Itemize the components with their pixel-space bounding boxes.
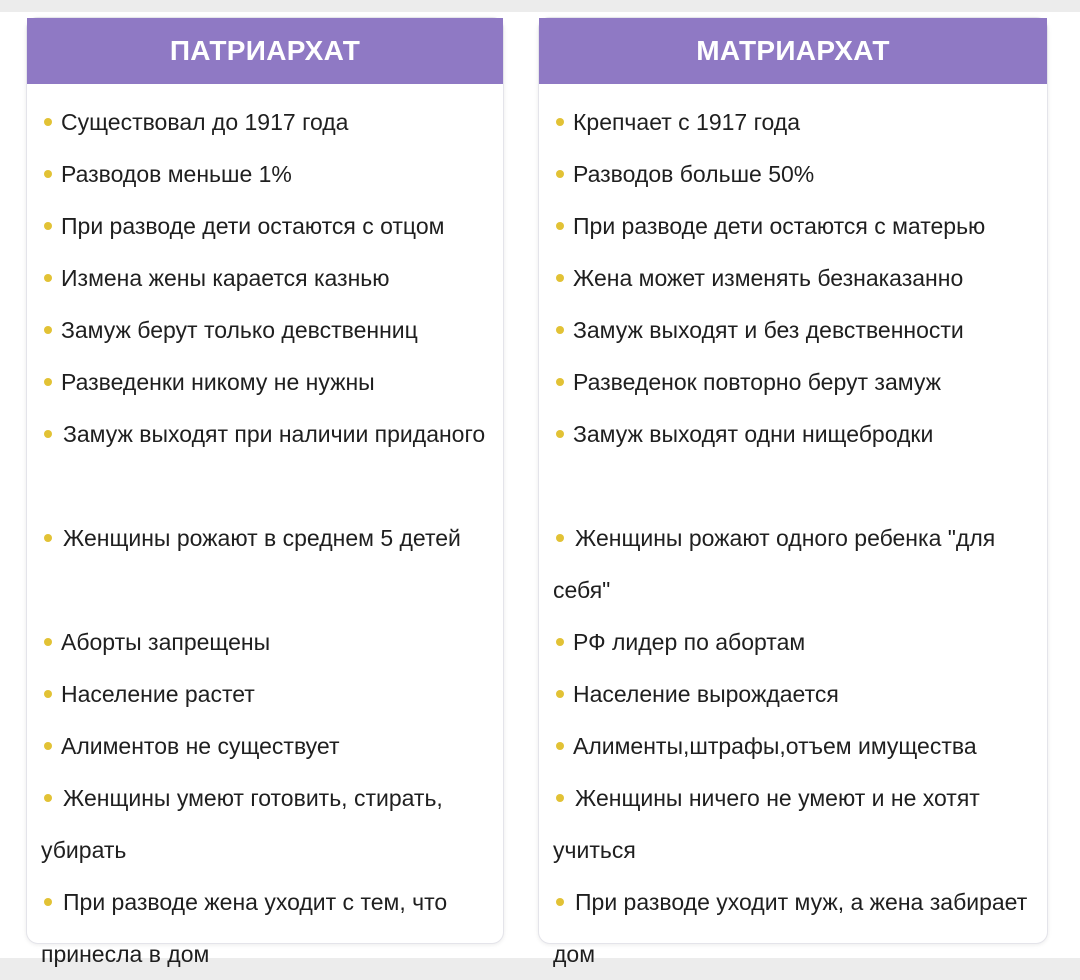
bullet-icon [556, 274, 564, 282]
bullet-icon [44, 274, 52, 282]
item-text: Разведенок повторно берут замуж [573, 369, 941, 395]
item-text: Алиментов не существует [61, 733, 340, 759]
list-item [27, 252, 503, 304]
bullet-icon [556, 170, 564, 178]
list-item [27, 356, 503, 408]
item-text: Замуж берут только девственниц [61, 317, 418, 343]
item-text: Женщины умеют готовить, стирать, убирать [41, 785, 443, 863]
list-item [539, 616, 1047, 668]
bullet-icon [44, 222, 52, 230]
item-text: При разводе жена уходит с тем, что принесла в дом [41, 889, 448, 967]
list-item [27, 408, 503, 512]
comparison-sheet [0, 12, 1080, 967]
list-item [539, 876, 1047, 980]
bullet-icon [556, 638, 564, 646]
item-text: Аборты запрещены [61, 629, 271, 655]
item-text: Разводов меньше 1% [61, 161, 292, 187]
bullet-icon [44, 118, 52, 126]
item-text: Крепчает с 1917 года [573, 109, 800, 135]
list-item [27, 772, 503, 876]
list-item [539, 668, 1047, 720]
bullet-icon [44, 690, 52, 698]
bullet-icon [556, 898, 564, 906]
bullet-icon [44, 534, 52, 542]
list-item [539, 96, 1047, 148]
item-text: При разводе уходит муж, а жена забирает дом [553, 889, 1028, 967]
list-item [539, 772, 1047, 876]
bullet-icon [44, 794, 52, 802]
list-item [27, 512, 503, 616]
patriarchy-list [27, 84, 503, 980]
list-item [27, 616, 503, 668]
bullet-icon [556, 534, 564, 542]
bullet-icon [556, 690, 564, 698]
bullet-icon [556, 118, 564, 126]
item-text: Разводов больше 50% [573, 161, 815, 187]
bullet-icon [556, 794, 564, 802]
patriarchy-header: ПАТРИАРХАТ [27, 18, 503, 84]
list-item [27, 876, 503, 980]
item-text: Женщины ничего не умеют и не хотят учиться [553, 785, 980, 863]
list-item [27, 668, 503, 720]
list-item [539, 304, 1047, 356]
bullet-icon [556, 326, 564, 334]
list-item [539, 252, 1047, 304]
list-item [27, 304, 503, 356]
list-item [539, 148, 1047, 200]
item-text: Разведенки никому не нужны [61, 369, 375, 395]
bullet-icon [556, 742, 564, 750]
bullet-icon [44, 638, 52, 646]
item-text: Замуж выходят одни нищебродки [573, 421, 934, 447]
bullet-icon [556, 222, 564, 230]
bullet-icon [44, 742, 52, 750]
list-item [27, 200, 503, 252]
list-item [539, 356, 1047, 408]
bullet-icon [44, 170, 52, 178]
list-item [539, 200, 1047, 252]
item-text: При разводе дети остаются с отцом [61, 213, 445, 239]
list-item [27, 720, 503, 772]
item-text: Замуж выходят при наличии приданого [63, 421, 486, 447]
item-text: Женщины рожают в среднем 5 детей [63, 525, 461, 551]
item-text: Замуж выходят и без девственности [573, 317, 964, 343]
bullet-icon [44, 430, 52, 438]
list-item [27, 96, 503, 148]
item-text: Существовал до 1917 года [61, 109, 349, 135]
item-text: Алименты,штрафы,отъем имущества [573, 733, 977, 759]
bullet-icon [44, 326, 52, 334]
item-text: Измена жены карается казнью [61, 265, 390, 291]
list-item [539, 512, 1047, 616]
item-text: Население вырождается [573, 681, 839, 707]
item-text: Население растет [61, 681, 255, 707]
bullet-icon [44, 898, 52, 906]
item-text: Жена может изменять безнаказанно [573, 265, 964, 291]
item-text: РФ лидер по абортам [573, 629, 806, 655]
list-item [27, 148, 503, 200]
bullet-icon [556, 430, 564, 438]
list-item [539, 720, 1047, 772]
bullet-icon [556, 378, 564, 386]
matriarchy-card [538, 17, 1048, 967]
bullet-icon [44, 378, 52, 386]
matriarchy-list [539, 84, 1047, 980]
matriarchy-header: МАТРИАРХАТ [539, 18, 1047, 84]
patriarchy-card [26, 17, 504, 967]
list-item [539, 408, 1047, 512]
item-text: При разводе дети остаются с матерью [573, 213, 986, 239]
item-text: Женщины рожают одного ребенка "для себя" [553, 525, 996, 603]
